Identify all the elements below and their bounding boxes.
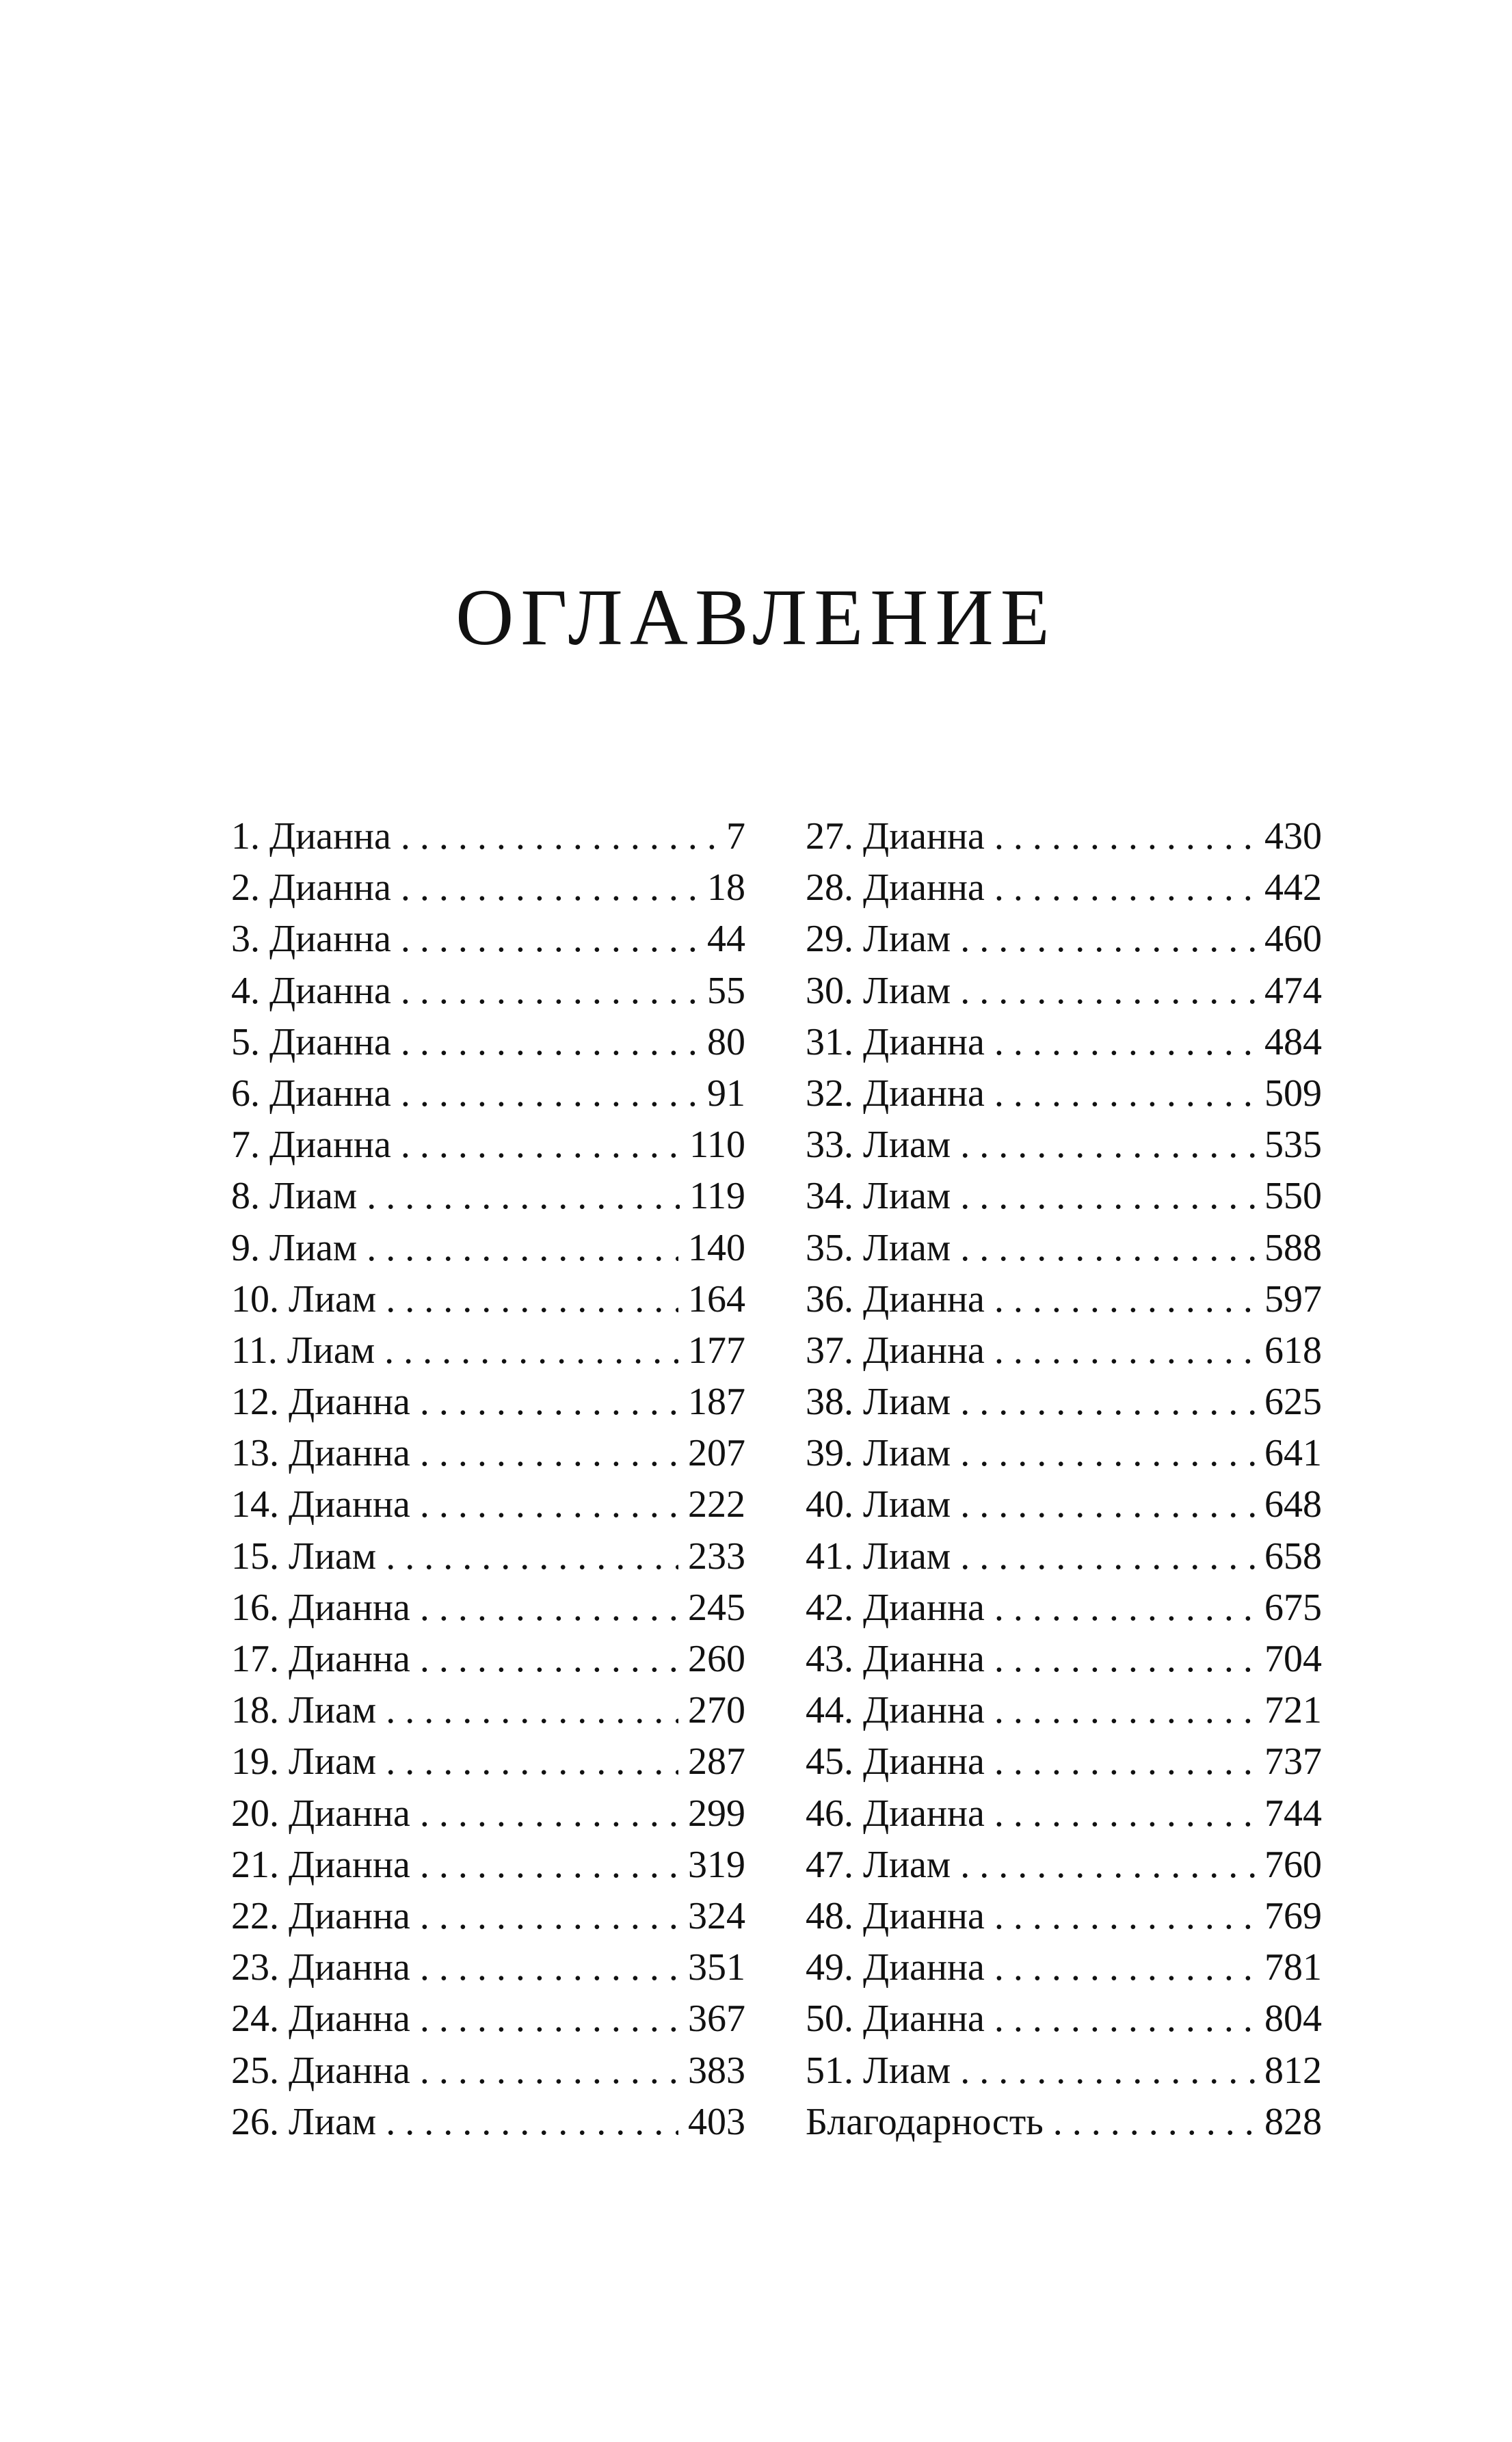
toc-dot-leader xyxy=(401,914,698,965)
toc-entry-page-number: 744 xyxy=(1264,1792,1322,1835)
toc-dot-leader xyxy=(401,966,698,1017)
toc-dot-leader xyxy=(420,1479,678,1530)
toc-entry-page-number: 287 xyxy=(688,1740,745,1783)
toc-entry xyxy=(806,914,1322,965)
toc-entry xyxy=(231,1119,745,1171)
toc-entry-page-number: 270 xyxy=(688,1689,745,1732)
toc-entry xyxy=(231,1171,745,1222)
toc-entry-page-number: 233 xyxy=(688,1535,745,1578)
toc-entry-label: 44. Дианна xyxy=(806,1689,985,1732)
toc-entry-label: 51. Лиам xyxy=(806,2049,951,2092)
toc-entry xyxy=(806,811,1322,862)
toc-entry-page-number: 245 xyxy=(688,1586,745,1629)
toc-entry xyxy=(231,1531,745,1582)
toc-entry xyxy=(806,1788,1322,1840)
toc-entry-label: 3. Дианна xyxy=(231,918,391,961)
toc-entry-page-number: 641 xyxy=(1264,1432,1322,1475)
toc-entry-label: 19. Лиам xyxy=(231,1740,377,1783)
toc-dot-leader xyxy=(994,1891,1255,1942)
toc-entry-page-number: 367 xyxy=(688,1998,745,2041)
toc-entry-page-number: 460 xyxy=(1264,918,1322,961)
toc-entry xyxy=(231,1634,745,1685)
toc-entry-label: 17. Дианна xyxy=(231,1638,410,1680)
toc-entry xyxy=(806,862,1322,914)
toc-dot-leader xyxy=(420,1840,678,1891)
toc-entry xyxy=(806,1531,1322,1582)
toc-entry-page-number: 119 xyxy=(689,1175,745,1218)
page-title: ОГЛАВЛЕНИЕ xyxy=(455,572,1057,662)
toc-entry xyxy=(806,1428,1322,1479)
toc-entry-label: 48. Дианна xyxy=(806,1894,985,1937)
toc-entry-page-number: 177 xyxy=(688,1329,745,1372)
toc-entry xyxy=(231,2097,745,2148)
toc-entry xyxy=(231,1068,745,1119)
toc-entry xyxy=(806,1119,1322,1171)
toc-dot-leader xyxy=(994,811,1255,862)
toc-entry-page-number: 18 xyxy=(707,866,745,910)
toc-entry-label: 46. Дианна xyxy=(806,1792,985,1835)
toc-entry xyxy=(806,1891,1322,1942)
toc-entry-page-number: 319 xyxy=(688,1843,745,1886)
toc-entry-label: 38. Лиам xyxy=(806,1381,951,1424)
toc-dot-leader xyxy=(384,1325,678,1377)
toc-entry-label: 8. Лиам xyxy=(231,1175,358,1218)
toc-entry-page-number: 260 xyxy=(688,1638,745,1680)
toc-dot-leader xyxy=(420,1634,678,1685)
toc-entry xyxy=(806,1171,1322,1222)
toc-entry xyxy=(806,1736,1322,1788)
toc-entry xyxy=(231,966,745,1017)
toc-entry-label: 18. Лиам xyxy=(231,1689,377,1732)
toc-entry-label: 30. Лиам xyxy=(806,969,951,1012)
toc-dot-leader xyxy=(994,862,1255,914)
toc-entry xyxy=(231,1428,745,1479)
toc-entry-page-number: 804 xyxy=(1264,1998,1322,2041)
toc-dot-leader xyxy=(994,1582,1255,1634)
toc-entry-page-number: 187 xyxy=(688,1381,745,1424)
toc-entry-page-number: 7 xyxy=(726,815,745,858)
toc-dot-leader xyxy=(420,1788,678,1840)
toc-entry-label: 4. Дианна xyxy=(231,969,391,1012)
toc-dot-leader xyxy=(960,914,1255,965)
toc-entry-label: 2. Дианна xyxy=(231,866,391,910)
toc-dot-leader xyxy=(960,1840,1255,1891)
toc-entry-page-number: 403 xyxy=(688,2100,745,2143)
toc-dot-leader xyxy=(994,1685,1255,1736)
toc-entry xyxy=(806,1274,1322,1325)
toc-entry-page-number: 44 xyxy=(707,918,745,961)
toc-dot-leader xyxy=(420,1582,678,1634)
toc-entry xyxy=(231,1891,745,1942)
toc-dot-leader xyxy=(386,1531,678,1582)
toc-dot-leader xyxy=(994,1068,1255,1119)
toc-entry-label: 26. Лиам xyxy=(231,2100,377,2143)
toc-entry xyxy=(806,1017,1322,1068)
toc-entry-page-number: 222 xyxy=(688,1483,745,1526)
toc-entry-page-number: 769 xyxy=(1264,1894,1322,1937)
toc-entry-page-number: 55 xyxy=(707,969,745,1012)
toc-entry xyxy=(231,2045,745,2097)
toc-entry-label: 29. Лиам xyxy=(806,918,951,961)
toc-entry xyxy=(806,1993,1322,2045)
toc-entry xyxy=(806,1634,1322,1685)
toc-entry-label: 16. Дианна xyxy=(231,1586,410,1629)
toc-entry xyxy=(231,1274,745,1325)
toc-entry-page-number: 430 xyxy=(1264,815,1322,858)
toc-entry xyxy=(231,1377,745,1428)
toc-entry-page-number: 474 xyxy=(1264,969,1322,1012)
toc-entry-label: 45. Дианна xyxy=(806,1740,985,1783)
toc-dot-leader xyxy=(960,1119,1255,1171)
toc-dot-leader xyxy=(401,1119,680,1171)
toc-entry-label: 28. Дианна xyxy=(806,866,985,910)
toc-dot-leader xyxy=(994,1788,1255,1840)
toc-entry-label: 36. Дианна xyxy=(806,1277,985,1320)
toc-entry-label: 23. Дианна xyxy=(231,1946,410,1989)
toc-dot-leader xyxy=(386,1685,678,1736)
toc-entry-label: 34. Лиам xyxy=(806,1175,951,1218)
toc-dot-leader xyxy=(420,2045,678,2097)
toc-dot-leader xyxy=(420,1993,678,2045)
toc-dot-leader xyxy=(960,966,1255,1017)
toc-entry-label: 43. Дианна xyxy=(806,1638,985,1680)
toc-dot-leader xyxy=(401,862,698,914)
toc-dot-leader xyxy=(994,1274,1255,1325)
toc-entry xyxy=(806,2097,1322,2148)
toc-entry-label: 27. Дианна xyxy=(806,815,985,858)
toc-entry-page-number: 760 xyxy=(1264,1843,1322,1886)
toc-column-left xyxy=(231,811,745,2148)
toc-entry xyxy=(806,2045,1322,2097)
toc-dot-leader xyxy=(994,1993,1255,2045)
toc-entry-page-number: 812 xyxy=(1264,2049,1322,2092)
toc-entry xyxy=(806,1582,1322,1634)
toc-entry xyxy=(231,1582,745,1634)
toc-entry xyxy=(806,1942,1322,1993)
toc-entry-label: 11. Лиам xyxy=(231,1329,375,1372)
toc-entry xyxy=(231,1993,745,2045)
toc-entry-label: 10. Лиам xyxy=(231,1277,377,1320)
toc-dot-leader xyxy=(1053,2097,1255,2148)
toc-dot-leader xyxy=(420,1428,678,1479)
toc-dot-leader xyxy=(420,1377,678,1428)
toc-entry-label: 6. Дианна xyxy=(231,1072,391,1115)
toc-entry-page-number: 721 xyxy=(1264,1689,1322,1732)
toc-dot-leader xyxy=(960,1377,1255,1428)
toc-dot-leader xyxy=(386,1736,678,1788)
toc-entry xyxy=(231,1479,745,1530)
toc-dot-leader xyxy=(367,1171,680,1222)
toc-dot-leader xyxy=(960,1428,1255,1479)
toc-entry-page-number: 80 xyxy=(707,1020,745,1063)
toc-entry-page-number: 484 xyxy=(1264,1020,1322,1063)
toc-entry xyxy=(806,1377,1322,1428)
toc-entry xyxy=(231,1736,745,1788)
toc-entry-label: 42. Дианна xyxy=(806,1586,985,1629)
toc-entry-label: 14. Дианна xyxy=(231,1483,410,1526)
toc-entry-page-number: 675 xyxy=(1264,1586,1322,1629)
toc-entry-label: 13. Дианна xyxy=(231,1432,410,1475)
toc-dot-leader xyxy=(994,1942,1255,1993)
toc-dot-leader xyxy=(960,1531,1255,1582)
toc-entry-label: 39. Лиам xyxy=(806,1432,951,1475)
toc-entry xyxy=(806,966,1322,1017)
toc-dot-leader xyxy=(401,1068,698,1119)
toc-entry-page-number: 164 xyxy=(688,1277,745,1320)
toc-entry-label: 25. Дианна xyxy=(231,2049,410,2092)
toc-dot-leader xyxy=(401,1017,698,1068)
toc-entry-label: 40. Лиам xyxy=(806,1483,951,1526)
toc-entry xyxy=(806,1325,1322,1377)
toc-dot-leader xyxy=(994,1017,1255,1068)
toc-entry-page-number: 324 xyxy=(688,1894,745,1937)
toc-dot-leader xyxy=(960,1479,1255,1530)
toc-entry-page-number: 648 xyxy=(1264,1483,1322,1526)
toc-dot-leader xyxy=(994,1325,1255,1377)
toc-dot-leader xyxy=(960,1223,1255,1274)
toc-entry-label: 15. Лиам xyxy=(231,1535,377,1578)
toc-dot-leader xyxy=(386,1274,678,1325)
toc-entry-page-number: 535 xyxy=(1264,1124,1322,1167)
toc-entry-page-number: 140 xyxy=(688,1226,745,1269)
toc-entry-label: 12. Дианна xyxy=(231,1381,410,1424)
toc-entry-label: 35. Лиам xyxy=(806,1226,951,1269)
toc-entry-page-number: 618 xyxy=(1264,1329,1322,1372)
toc-dot-leader xyxy=(367,1223,678,1274)
toc-dot-leader xyxy=(386,2097,678,2148)
toc-dot-leader xyxy=(960,2045,1255,2097)
toc-entry xyxy=(231,1325,745,1377)
toc-entry xyxy=(231,1788,745,1840)
toc-entry-label: 41. Лиам xyxy=(806,1535,951,1578)
toc-entry-label: 50. Дианна xyxy=(806,1998,985,2041)
toc-entry xyxy=(806,1223,1322,1274)
toc-entry xyxy=(231,1017,745,1068)
toc-entry-page-number: 509 xyxy=(1264,1072,1322,1115)
toc-entry-label: 24. Дианна xyxy=(231,1998,410,2041)
toc-entry xyxy=(806,1840,1322,1891)
toc-entry-label: 5. Дианна xyxy=(231,1020,391,1063)
toc-entry-label: Благодарность xyxy=(806,2100,1044,2143)
toc-entry-page-number: 207 xyxy=(688,1432,745,1475)
toc-entry xyxy=(231,811,745,862)
toc-entry-label: 21. Дианна xyxy=(231,1843,410,1886)
toc-entry-page-number: 704 xyxy=(1264,1638,1322,1680)
toc-entry xyxy=(231,914,745,965)
toc-entry-page-number: 383 xyxy=(688,2049,745,2092)
toc-entry-page-number: 588 xyxy=(1264,1226,1322,1269)
toc-column-right xyxy=(806,811,1322,2148)
toc-entry-page-number: 442 xyxy=(1264,866,1322,910)
toc-entry-page-number: 299 xyxy=(688,1792,745,1835)
toc-entry-label: 20. Дианна xyxy=(231,1792,410,1835)
toc-dot-leader xyxy=(994,1736,1255,1788)
toc-entry-label: 33. Лиам xyxy=(806,1124,951,1167)
toc-entry-label: 31. Дианна xyxy=(806,1020,985,1063)
toc-entry-page-number: 110 xyxy=(689,1124,745,1167)
toc-entry-label: 7. Дианна xyxy=(231,1124,391,1167)
toc-entry xyxy=(806,1068,1322,1119)
toc-entry-page-number: 658 xyxy=(1264,1535,1322,1578)
toc-entry-label: 37. Дианна xyxy=(806,1329,985,1372)
toc-entry-label: 47. Лиам xyxy=(806,1843,951,1886)
toc-entry-label: 32. Дианна xyxy=(806,1072,985,1115)
toc-entry-page-number: 828 xyxy=(1264,2100,1322,2143)
toc-entry xyxy=(231,1840,745,1891)
toc-entry-label: 1. Дианна xyxy=(231,815,391,858)
toc-dot-leader xyxy=(960,1171,1255,1222)
toc-entry-page-number: 781 xyxy=(1264,1946,1322,1989)
toc-entry xyxy=(806,1685,1322,1736)
toc-dot-leader xyxy=(420,1891,678,1942)
toc-entry-label: 22. Дианна xyxy=(231,1894,410,1937)
toc-entry-page-number: 625 xyxy=(1264,1381,1322,1424)
toc-dot-leader xyxy=(420,1942,678,1993)
toc-entry-page-number: 550 xyxy=(1264,1175,1322,1218)
toc-entry-page-number: 351 xyxy=(688,1946,745,1989)
toc-entry xyxy=(231,1223,745,1274)
toc-dot-leader xyxy=(994,1634,1255,1685)
toc-entry-page-number: 597 xyxy=(1264,1277,1322,1320)
toc-entry-page-number: 737 xyxy=(1264,1740,1322,1783)
toc-entry xyxy=(231,1942,745,1993)
toc-entry xyxy=(806,1479,1322,1530)
toc-entry xyxy=(231,862,745,914)
toc-entry-label: 49. Дианна xyxy=(806,1946,985,1989)
toc-entry-page-number: 91 xyxy=(707,1072,745,1115)
toc-entry xyxy=(231,1685,745,1736)
toc-dot-leader xyxy=(401,811,717,862)
toc-entry-label: 9. Лиам xyxy=(231,1226,358,1269)
